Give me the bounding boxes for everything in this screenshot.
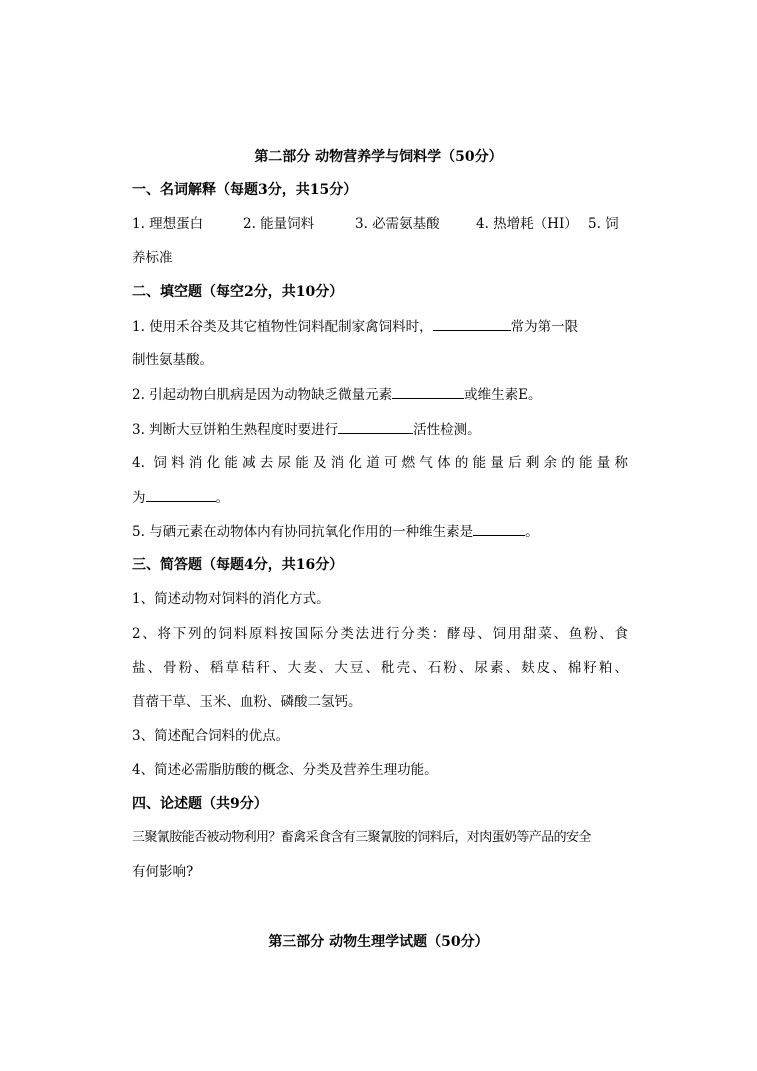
fill-q3-text-a: 3. 判断大豆饼粕生熟程度时要进行 [132, 422, 339, 438]
fill-q5-line [132, 521, 628, 542]
fill-q5-text-b: 。 [525, 524, 539, 540]
part3-title: 第三部分 动物生理学试题（50分） [268, 934, 489, 950]
fill-q2-line [132, 384, 628, 405]
fill-q4-text-c: 。 [215, 490, 229, 506]
fill-q1-blank [433, 316, 511, 331]
term-3: 3. 必需氨基酸 [355, 216, 440, 232]
short-q1: 1、简述动物对饲料的消化方式。 [132, 591, 330, 607]
term-4: 4. 热增耗（HI） [476, 216, 578, 232]
fill-q4-text-b: 为 [132, 490, 146, 506]
fill-q5-text-a: 5. 与硒元素在动物体内有协同抗氧化作用的一种维生素是 [132, 524, 474, 540]
section4-heading: 四、论述题（共9分） [132, 796, 268, 812]
fill-q1-line2: 制性氨基酸。 [132, 352, 213, 368]
short-q2-line3: 苜蓿干草、玉米、血粉、磷酸二氢钙。 [132, 694, 362, 710]
section3-heading: 三、简答题（每题4分，共16分） [132, 557, 344, 573]
term-2: 2. 能量饲料 [243, 216, 315, 232]
essay-q1-line1: 三聚氰胺能否被动物利用？畜禽采食含有三聚氰胺的饲料后，对肉蛋奶等产品的安全 [132, 830, 591, 845]
fill-q2-text-b: 或维生素E。 [464, 387, 542, 403]
fill-q4-blank [146, 487, 216, 502]
short-q2-line1: 2、将下列的饲料原料按国际分类法进行分类：酵母、饲用甜菜、鱼粉、食 [132, 626, 628, 642]
part2-title: 第二部分 动物营养学与饲料学（50分） [254, 149, 503, 165]
fill-q1-text-b: 常为第一限 [510, 319, 579, 335]
terms-wrap-line: 养标准 [132, 250, 173, 266]
section1-heading: 一、名词解释（每题3分，共15分） [132, 182, 358, 198]
fill-q1-text-a: 1. 使用禾谷类及其它植物性饲料配制家禽饲料时， [132, 319, 433, 335]
fill-q4-line1: 4. 饲料消化能减去尿能及消化道可燃气体的能量后剩余的能量称 [132, 455, 628, 471]
fill-q2-blank [392, 384, 464, 399]
term-5: 5. 饲 [588, 216, 619, 232]
terms-line [132, 214, 628, 234]
section2-heading: 二、填空题（每空2分，共10分） [132, 284, 344, 300]
fill-q1-line1 [132, 316, 628, 337]
essay-q1-line2: 有何影响? [132, 864, 194, 880]
short-q2-line2: 盐、骨粉、稻草秸秆、大麦、大豆、秕壳、石粉、尿素、麸皮、棉籽粕、 [132, 660, 628, 676]
short-q4: 4、简述必需脂肪酸的概念、分类及营养生理功能。 [132, 762, 438, 778]
fill-q3-blank [338, 419, 413, 434]
fill-q3-text-b: 活性检测。 [413, 422, 481, 438]
fill-q2-text-a: 2. 引起动物白肌病是因为动物缺乏微量元素 [132, 387, 393, 403]
fill-q4-line2 [132, 487, 628, 508]
term-1: 1. 理想蛋白 [132, 216, 204, 232]
fill-q3-line [132, 419, 628, 440]
short-q3: 3、简述配合饲料的优点。 [132, 728, 290, 744]
fill-q5-blank [473, 521, 525, 536]
